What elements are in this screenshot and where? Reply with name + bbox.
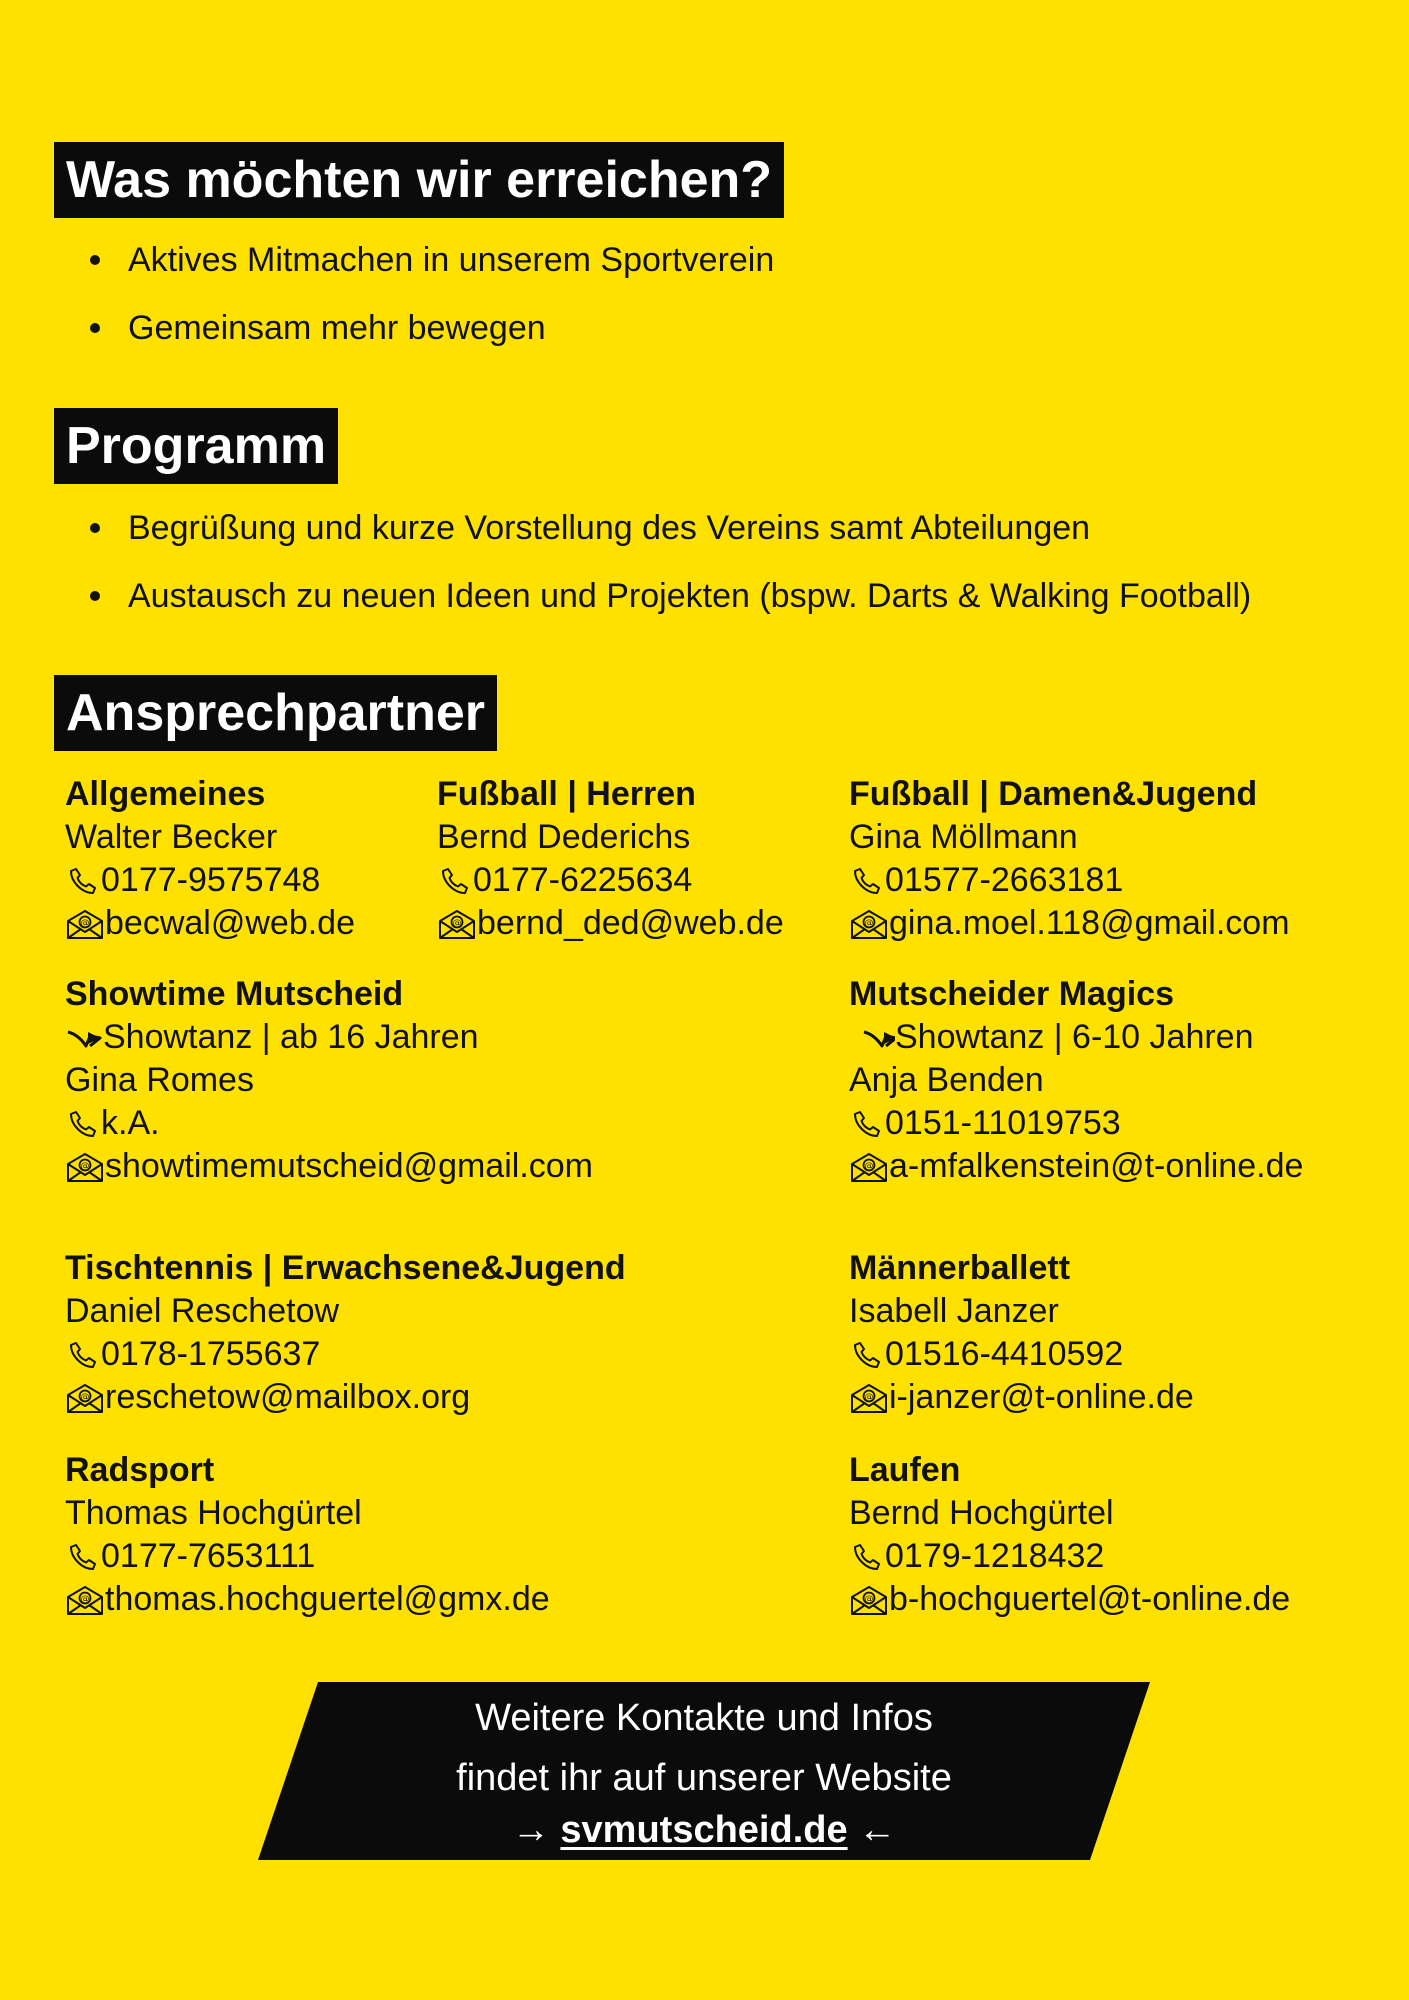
website-link[interactable]: svmutscheid.de [560, 1809, 848, 1851]
contact-heading: Fußball | Damen&Jugend [849, 775, 1258, 813]
contact-heading: Radsport [65, 1451, 215, 1489]
mail-icon [849, 1382, 889, 1414]
banner-line-1: Weitere Kontakte und Infos [475, 1697, 933, 1739]
contact-heading: Fußball | Herren [437, 775, 696, 813]
arrow-icon [65, 1026, 103, 1050]
contact-subtitle: Showtanz | ab 16 Jahren [103, 1018, 479, 1056]
contact-name: Daniel Reschetow [65, 1292, 340, 1330]
contact-heading: Mutscheider Magics [849, 975, 1174, 1013]
contact-email[interactable]: b-hochguertel@t-online.de [889, 1580, 1291, 1618]
phone-icon [849, 1541, 885, 1573]
contact-heading: Laufen [849, 1451, 961, 1489]
contact-phone[interactable]: 0178-1755637 [101, 1335, 321, 1373]
mail-icon [65, 1382, 105, 1414]
website-banner [258, 1682, 1150, 1860]
bullet-icon [90, 591, 100, 601]
phone-icon [849, 865, 885, 897]
contact-tischtennis [65, 1247, 626, 1419]
contacts-title: Ansprechpartner [54, 675, 497, 751]
contact-email[interactable]: becwal@web.de [105, 904, 355, 942]
contact-phone[interactable]: 0177-6225634 [473, 861, 693, 899]
contact-name: Gina Romes [65, 1061, 254, 1099]
contact-email[interactable]: reschetow@mailbox.org [105, 1378, 471, 1416]
contact-fussball-damen [849, 773, 1290, 945]
program-list [88, 506, 1251, 642]
contact-phone[interactable]: 0151-11019753 [885, 1104, 1121, 1142]
contact-name: Gina Möllmann [849, 818, 1078, 856]
phone-icon [65, 1339, 101, 1371]
goals-title: Was möchten wir erreichen? [54, 142, 784, 218]
contact-email[interactable]: gina.moel.118@gmail.com [889, 904, 1290, 942]
banner-link-line [258, 1800, 1150, 1860]
phone-icon [849, 1339, 885, 1371]
contact-email[interactable]: showtimemutscheid@gmail.com [105, 1147, 594, 1185]
mail-icon [849, 1151, 889, 1183]
contact-email[interactable]: thomas.hochguertel@gmx.de [105, 1580, 550, 1618]
list-item: Austausch zu neuen Ideen und Projekten (bspw. Darts & Walking Football) [88, 574, 1251, 642]
contact-phone[interactable]: 01577-2663181 [885, 861, 1124, 899]
contact-email[interactable]: i-janzer@t-online.de [889, 1378, 1194, 1416]
contact-phone[interactable]: 0177-9575748 [101, 861, 321, 899]
program-title: Programm [54, 408, 338, 484]
contact-heading: Männerballett [849, 1249, 1071, 1287]
contact-radsport [65, 1449, 550, 1621]
phone-icon [65, 865, 101, 897]
phone-icon [65, 1541, 101, 1573]
bullet-icon [90, 323, 100, 333]
contact-laufen [849, 1449, 1290, 1621]
mail-icon [65, 1584, 105, 1616]
contact-subtitle: Showtanz | 6-10 Jahren [895, 1018, 1254, 1056]
contact-name: Thomas Hochgürtel [65, 1494, 362, 1532]
contact-name: Isabell Janzer [849, 1292, 1059, 1330]
contact-name: Anja Benden [849, 1061, 1044, 1099]
contact-phone: k.A. [101, 1104, 160, 1142]
goals-list [88, 238, 774, 374]
contact-fussball-herren [437, 773, 784, 945]
list-item: Begrüßung und kurze Vorstellung des Vereins samt Abteilungen [88, 506, 1251, 574]
contact-email[interactable]: a-mfalkenstein@t-online.de [889, 1147, 1304, 1185]
contact-phone[interactable]: 0179-1218432 [885, 1537, 1105, 1575]
phone-icon [849, 1108, 885, 1140]
phone-icon [437, 865, 473, 897]
banner-line-2: findet ihr auf unserer Website [456, 1757, 952, 1799]
bullet-icon [90, 523, 100, 533]
contact-showtime [65, 973, 593, 1188]
mail-icon [65, 908, 105, 940]
contact-maennerballett [849, 1247, 1194, 1419]
bullet-icon [90, 255, 100, 265]
contact-email[interactable]: bernd_ded@web.de [477, 904, 784, 942]
arrow-right-icon: → [511, 1809, 550, 1851]
mail-icon [65, 1151, 105, 1183]
contact-magics [849, 973, 1303, 1188]
list-item: Aktives Mitmachen in unserem Sportverein [88, 238, 774, 306]
list-item: Gemeinsam mehr bewegen [88, 306, 774, 374]
contact-name: Bernd Hochgürtel [849, 1494, 1114, 1532]
mail-icon [437, 908, 477, 940]
contact-name: Walter Becker [65, 818, 278, 856]
mail-icon [849, 1584, 889, 1616]
contact-phone[interactable]: 0177-7653111 [101, 1537, 316, 1575]
contact-name: Bernd Dederichs [437, 818, 691, 856]
contact-heading: Showtime Mutscheid [65, 975, 404, 1013]
contact-allgemeines [65, 773, 355, 945]
arrow-icon [849, 1026, 895, 1050]
contact-heading: Tischtennis | Erwachsene&Jugend [65, 1249, 626, 1287]
contact-heading: Allgemeines [65, 775, 266, 813]
contact-phone[interactable]: 01516-4410592 [885, 1335, 1124, 1373]
arrow-left-icon: ← [858, 1809, 897, 1851]
mail-icon [849, 908, 889, 940]
phone-icon [65, 1108, 101, 1140]
